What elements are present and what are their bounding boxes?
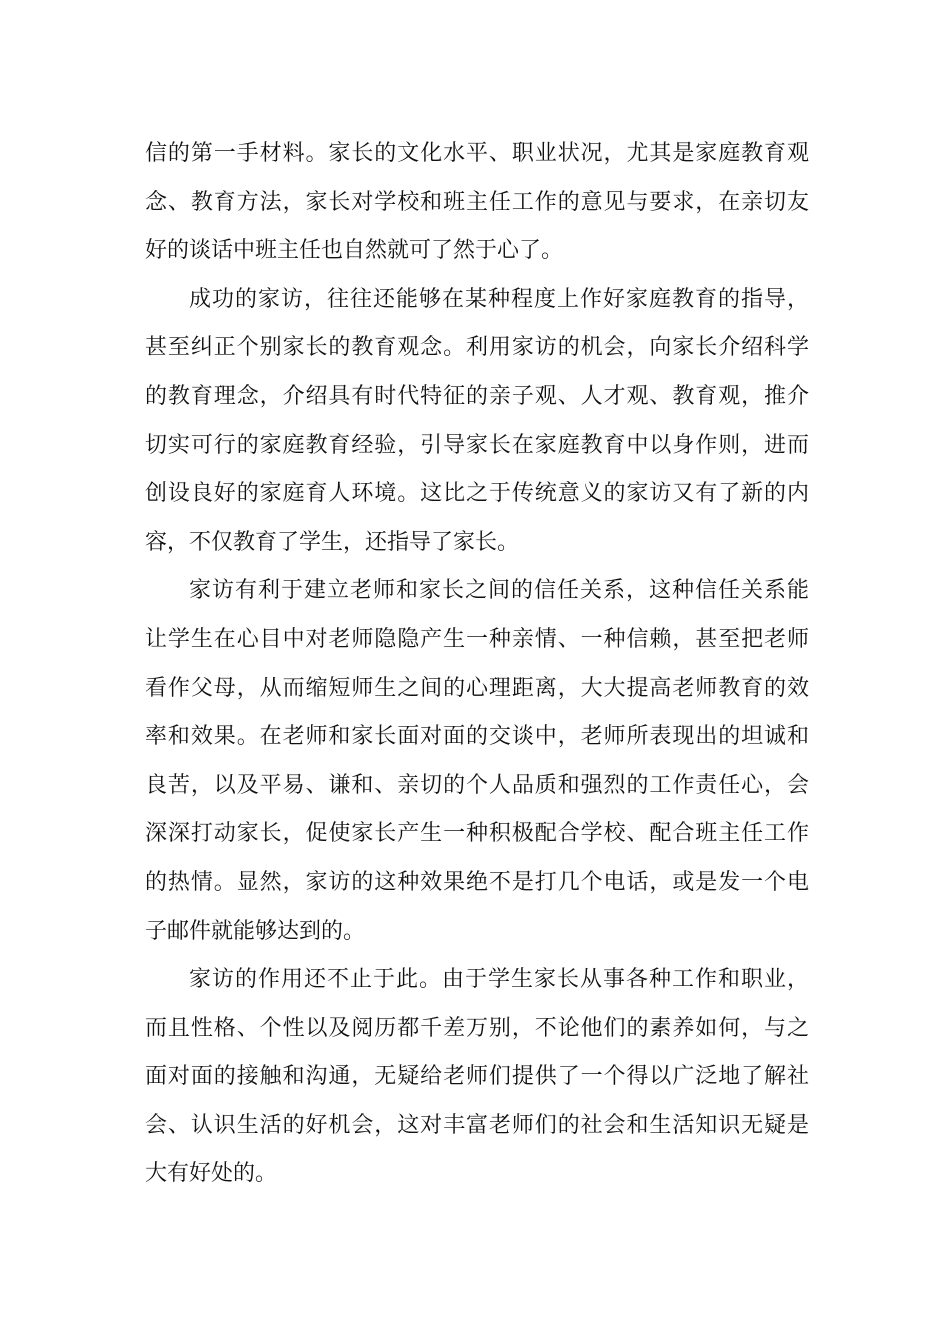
- text-line: 家访的作用还不止于此。由于学生家长从事各种工作和职业，: [189, 967, 809, 993]
- text-line: 良苦，以及平易、谦和、亲切的个人品质和强烈的工作责任心，会: [145, 772, 809, 798]
- text-line: 成功的家访，往往还能够在某种程度上作好家庭教育的指导，: [189, 286, 809, 312]
- paragraph: [145, 956, 809, 1199]
- text-line: 念、教育方法，家长对学校和班主任工作的意见与要求，在亲切友: [145, 189, 809, 215]
- paragraph: [145, 130, 809, 276]
- text-line: 的教育理念，介绍具有时代特征的亲子观、人才观、教育观，推介: [145, 383, 809, 409]
- paragraph: [145, 276, 809, 568]
- text-line: 面对面的接触和沟通，无疑给老师们提供了一个得以广泛地了解社: [145, 1064, 809, 1090]
- text-line: 而且性格、个性以及阅历都千差万别，不论他们的素养如何，与之: [145, 1015, 809, 1041]
- text-line: 子邮件就能够达到的。: [145, 918, 366, 944]
- text-line: 看作父母，从而缩短师生之间的心理距离，大大提高老师教育的效: [145, 675, 809, 701]
- text-line: 深深打动家长，促使家长产生一种积极配合学校、配合班主任工作: [145, 821, 809, 847]
- text-line: 的热情。显然，家访的这种效果绝不是打几个电话，或是发一个电: [145, 869, 809, 895]
- text-line: 切实可行的家庭教育经验，引导家长在家庭教育中以身作则，进而: [145, 432, 809, 458]
- text-line: 率和效果。在老师和家长面对面的交谈中，老师所表现出的坦诚和: [145, 724, 809, 750]
- text-line: 信的第一手材料。家长的文化水平、职业状况，尤其是家庭教育观: [145, 141, 809, 166]
- text-line: 容，不仅教育了学生，还指导了家长。: [145, 529, 520, 555]
- document-body: [145, 130, 809, 1199]
- text-line: 家访有利于建立老师和家长之间的信任关系，这种信任关系能: [189, 578, 809, 604]
- text-line: 让学生在心目中对老师隐隐产生一种亲情、一种信赖，甚至把老师: [145, 626, 809, 652]
- text-line: 甚至纠正个别家长的教育观念。利用家访的机会，向家长介绍科学: [145, 335, 809, 361]
- text-line: 会、认识生活的好机会，这对丰富老师们的社会和生活知识无疑是: [145, 1112, 809, 1138]
- text-line: 好的谈话中班主任也自然就可了然于心了。: [145, 238, 564, 264]
- text-line: 大有好处的。: [145, 1161, 278, 1187]
- paragraph: [145, 567, 809, 956]
- text-line: 创设良好的家庭育人环境。这比之于传统意义的家访又有了新的内: [145, 481, 809, 507]
